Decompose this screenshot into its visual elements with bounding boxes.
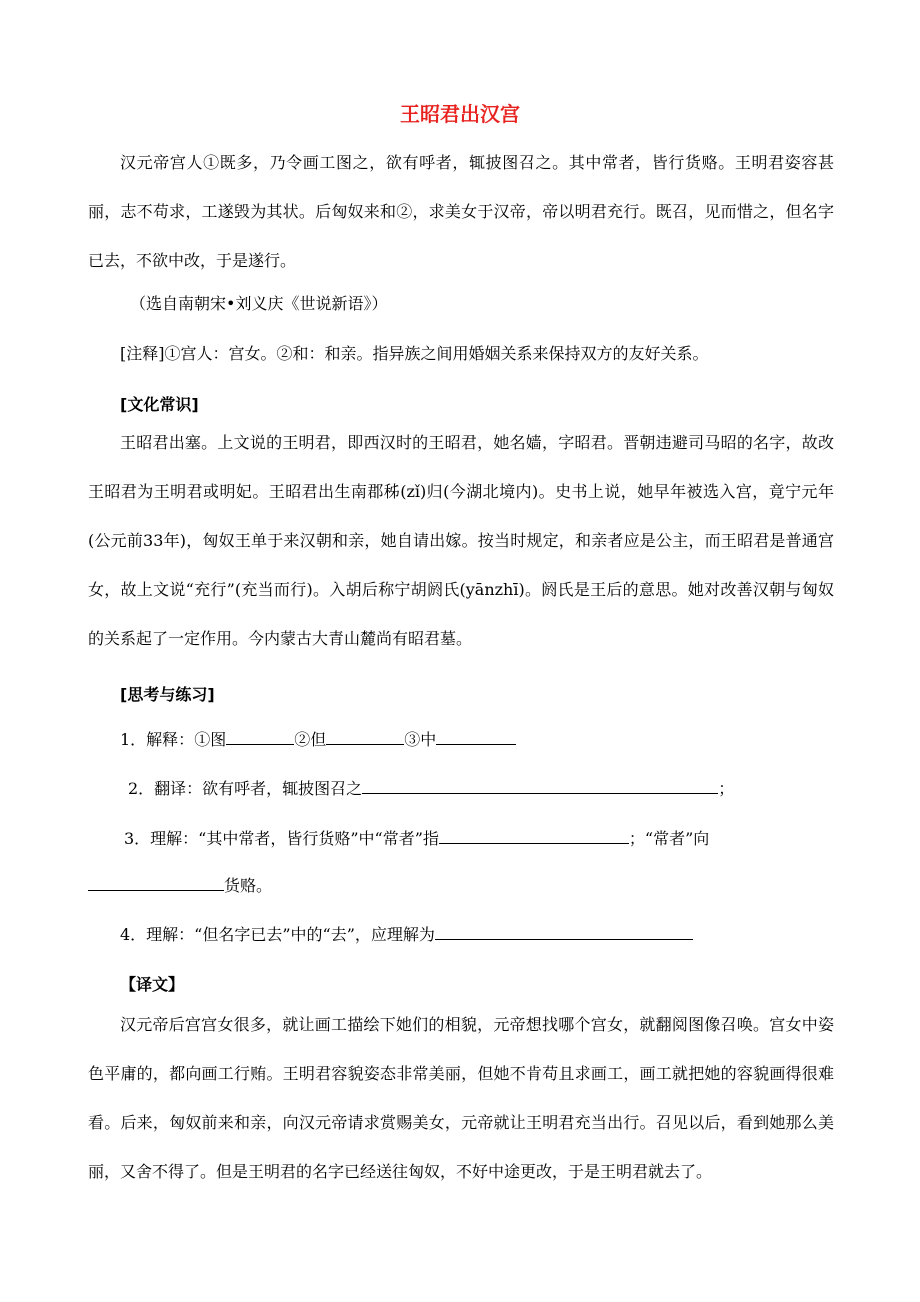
exercise-2-suffix: ； xyxy=(718,779,735,798)
translation-heading: 【译文】 xyxy=(120,975,185,994)
culture-text: 王昭君出塞。上文说的王明君，即西汉时的王昭君，她名嫱，字昭君。晋朝违避司马昭的名字，故改王昭君为王明君或明妃。王昭君出生南郡秭(zǐ)归(今湖北境内)。史书上说，她早年被选入宫，竟宁元年(公元前33年)，匈奴王单于来汉朝和亲，她自请出嫁。按当时规定，和亲者应是公主，而王昭君是普通宫女，故上文说“充行”(充当而行)。入胡后称宁胡阏氏(yānzhī)。阏氏是王后的意思。她对改善汉朝与匈奴的关系起了一定作用。今内蒙古大青山麓尚有昭君墓。 xyxy=(88,433,834,648)
exercise-3 xyxy=(124,829,709,849)
exercise-3-continued xyxy=(88,876,272,896)
source-citation: （选自南朝宋•刘义庆《世说新语》） xyxy=(130,294,388,313)
answer-blank-1c[interactable] xyxy=(436,730,516,745)
translation-text: 汉元帝后宫宫女很多，就让画工描绘下她们的相貌，元帝想找哪个宫女，就翻阅图像召唤。宫女中姿色平庸的，都向画工行贿。王明君容貌姿态非常美丽，但她不肯苟且求画工，画工就把她的容貌画得很难看。后来，匈奴前来和亲，向汉元帝请求赏赐美女，元帝就让王明君充当出行。召见以后，看到她那么美丽，又舍不得了。但是王明君的名字已经送往匈奴，不好中途更改，于是王明君就去了。 xyxy=(88,1015,834,1181)
exercise-3-prefix: 3．理解：“其中常者，皆行货赂”中“常者”指 xyxy=(124,829,439,848)
answer-blank-3a[interactable] xyxy=(439,829,629,844)
answer-blank-1b[interactable] xyxy=(326,730,404,745)
exercise-2-prefix: 2．翻译：欲有呼者，辄披图召之 xyxy=(128,779,363,798)
answer-blank-2[interactable] xyxy=(362,779,718,794)
exercise-1-c: ③中 xyxy=(404,730,437,749)
exercise-1-a: ①图 xyxy=(194,730,227,749)
exercise-3-suffix: 货赂。 xyxy=(224,876,273,895)
exercise-1-b: ②但 xyxy=(294,730,327,749)
answer-blank-4[interactable] xyxy=(435,925,693,940)
exercises-heading: [思考与练习] xyxy=(120,685,215,704)
answer-blank-1a[interactable] xyxy=(226,730,294,745)
exercise-3-mid: ；“常者”向 xyxy=(628,829,710,848)
exercise-1 xyxy=(120,730,516,750)
answer-blank-3b[interactable] xyxy=(88,876,224,891)
exercise-4-prefix: 4．理解：“但名字已去”中的“去”，应理解为 xyxy=(120,925,435,944)
exercise-4 xyxy=(120,925,693,945)
page-title: 王昭君出汉宫 xyxy=(400,102,520,126)
exercise-1-prefix: 1．解释： xyxy=(120,730,195,749)
notes: [注释]①宫人：宫女。②和：和亲。指异族之间用婚姻关系来保持双方的友好关系。 xyxy=(120,344,709,363)
culture-heading: [文化常识] xyxy=(120,395,199,414)
exercise-2 xyxy=(128,779,734,799)
original-text: 汉元帝宫人①既多，乃令画工图之，欲有呼者，辄披图召之。其中常者，皆行货赂。王明君姿容甚丽，志不苟求，工遂毁为其状。后匈奴来和②，求美女于汉帝，帝以明君充行。既召，见而惜之，但名字已去，不欲中改，于是遂行。 xyxy=(88,153,834,270)
